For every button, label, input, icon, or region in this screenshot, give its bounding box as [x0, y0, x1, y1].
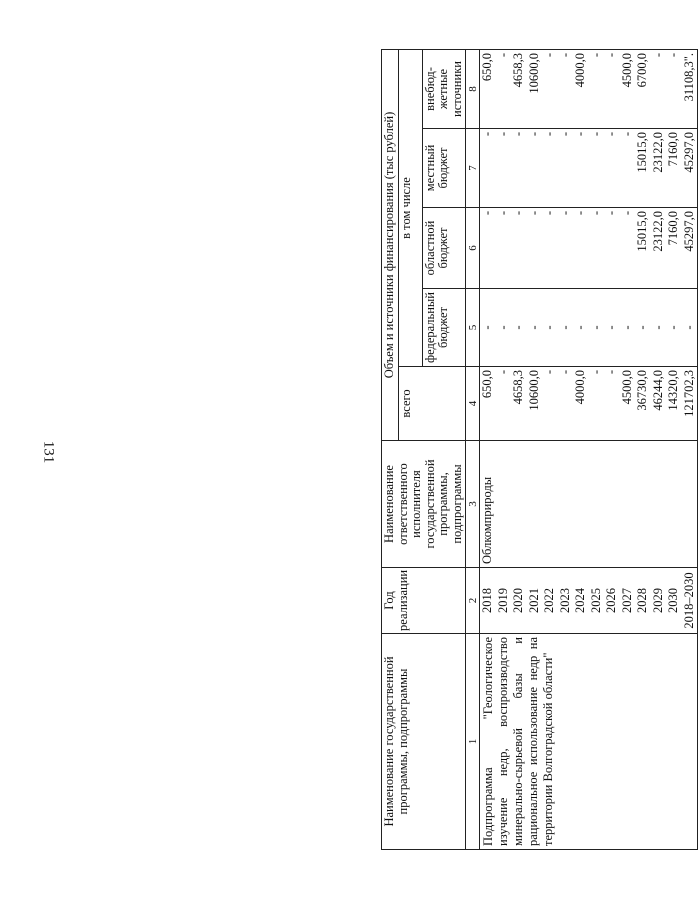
- year-cell: 2024: [573, 568, 589, 634]
- regional-cell: -: [511, 208, 527, 289]
- year-cell: 2020: [511, 568, 527, 634]
- column-number: 7: [466, 129, 480, 208]
- year-cell: 2028: [635, 568, 651, 634]
- financing-table: [381, 49, 698, 850]
- federal-cell: -: [496, 289, 512, 367]
- local-cell: -: [542, 129, 558, 208]
- federal-cell: -: [542, 289, 558, 367]
- header-federal-budget: федеральный бюджет: [422, 289, 466, 367]
- regional-cell: -: [542, 208, 558, 289]
- local-cell: -: [558, 129, 574, 208]
- local-cell: -: [620, 129, 636, 208]
- local-cell: -: [573, 129, 589, 208]
- table-row: [480, 49, 496, 849]
- total-cell: 46244,0: [651, 367, 667, 441]
- federal-cell: -: [604, 289, 620, 367]
- offbudget-cell: 4500,0: [620, 49, 636, 128]
- offbudget-cell: -: [558, 49, 574, 128]
- year-cell: 2026: [604, 568, 620, 634]
- regional-cell: -: [496, 208, 512, 289]
- offbudget-cell: 4658,3: [511, 49, 527, 128]
- regional-cell: -: [573, 208, 589, 289]
- total-cell: -: [604, 367, 620, 441]
- federal-cell: -: [682, 289, 698, 367]
- column-number: 3: [466, 441, 480, 568]
- total-cell: -: [589, 367, 605, 441]
- header-regional-budget: областной бюджет: [422, 208, 466, 289]
- regional-cell: 7160,0: [666, 208, 682, 289]
- total-cell: 36730,0: [635, 367, 651, 441]
- local-cell: 45297,0: [682, 129, 698, 208]
- federal-cell: -: [511, 289, 527, 367]
- header-including: в том числе: [398, 49, 422, 366]
- year-cell: 2027: [620, 568, 636, 634]
- page-number: 131: [40, 440, 57, 464]
- federal-cell: -: [635, 289, 651, 367]
- financing-table-body: [480, 49, 698, 849]
- regional-cell: -: [604, 208, 620, 289]
- offbudget-cell: 31108,3".: [682, 49, 698, 128]
- total-cell: -: [496, 367, 512, 441]
- year-cell: 2025: [589, 568, 605, 634]
- column-number: 6: [466, 208, 480, 289]
- column-numbers-row: [466, 49, 480, 849]
- regional-cell: 15015,0: [635, 208, 651, 289]
- federal-cell: -: [558, 289, 574, 367]
- column-number: 2: [466, 568, 480, 634]
- regional-cell: -: [589, 208, 605, 289]
- local-cell: -: [527, 129, 543, 208]
- offbudget-cell: 6700,0: [635, 49, 651, 128]
- year-cell: 2022: [542, 568, 558, 634]
- local-cell: -: [604, 129, 620, 208]
- header-total: всего: [398, 367, 466, 441]
- regional-cell: -: [480, 208, 496, 289]
- column-number: 4: [466, 367, 480, 441]
- total-cell: -: [542, 367, 558, 441]
- federal-cell: -: [527, 289, 543, 367]
- regional-cell: 45297,0: [682, 208, 698, 289]
- total-cell: 14320,0: [666, 367, 682, 441]
- header-year: Год реализации: [382, 568, 466, 634]
- header-financing-volume: Объем и источники финансирования (тыс рублей): [382, 49, 399, 440]
- header-program-name: Наименование государственной программы, подпрограммы: [382, 634, 466, 850]
- year-cell: 2030: [666, 568, 682, 634]
- offbudget-cell: 4000,0: [573, 49, 589, 128]
- total-cell: 4500,0: [620, 367, 636, 441]
- column-number: 5: [466, 289, 480, 367]
- year-cell: 2019: [496, 568, 512, 634]
- total-cell: -: [558, 367, 574, 441]
- offbudget-cell: -: [589, 49, 605, 128]
- executor-name: Облкомприроды: [480, 441, 698, 568]
- total-cell: 4000,0: [573, 367, 589, 441]
- federal-cell: -: [480, 289, 496, 367]
- federal-cell: -: [620, 289, 636, 367]
- total-cell: 10600,0: [527, 367, 543, 441]
- year-cell: 2023: [558, 568, 574, 634]
- offbudget-cell: -: [496, 49, 512, 128]
- regional-cell: 23122,0: [651, 208, 667, 289]
- local-cell: -: [511, 129, 527, 208]
- local-cell: 23122,0: [651, 129, 667, 208]
- rotated-page-content: [381, 50, 696, 850]
- regional-cell: -: [558, 208, 574, 289]
- column-number: 1: [466, 634, 480, 850]
- federal-cell: -: [666, 289, 682, 367]
- regional-cell: -: [527, 208, 543, 289]
- federal-cell: -: [589, 289, 605, 367]
- local-cell: 15015,0: [635, 129, 651, 208]
- offbudget-cell: 650,0: [480, 49, 496, 128]
- federal-cell: -: [573, 289, 589, 367]
- federal-cell: -: [651, 289, 667, 367]
- offbudget-cell: -: [651, 49, 667, 128]
- header-local-budget: местный бюджет: [422, 129, 466, 208]
- subprogram-name: Подпрограмма "Геологическое изучение недр, воспроизводство минерально-сырьевой базы и рациональное использование недр на территории Волгоградской области": [480, 634, 698, 850]
- regional-cell: -: [620, 208, 636, 289]
- year-cell: 2018–2030: [682, 568, 698, 634]
- year-cell: 2029: [651, 568, 667, 634]
- offbudget-cell: -: [542, 49, 558, 128]
- offbudget-cell: -: [666, 49, 682, 128]
- header-executor: Наименование ответственного исполнителя государственной программы, подпрограммы: [382, 441, 466, 568]
- column-number: 8: [466, 49, 480, 128]
- year-cell: 2021: [527, 568, 543, 634]
- local-cell: 7160,0: [666, 129, 682, 208]
- local-cell: -: [589, 129, 605, 208]
- offbudget-cell: 10600,0: [527, 49, 543, 128]
- year-cell: 2018: [480, 568, 496, 634]
- total-cell: 121702,3: [682, 367, 698, 441]
- total-cell: 4658,3: [511, 367, 527, 441]
- local-cell: -: [496, 129, 512, 208]
- local-cell: -: [480, 129, 496, 208]
- header-offbudget-sources: внебюд-жетные источники: [422, 49, 466, 128]
- total-cell: 650,0: [480, 367, 496, 441]
- offbudget-cell: -: [604, 49, 620, 128]
